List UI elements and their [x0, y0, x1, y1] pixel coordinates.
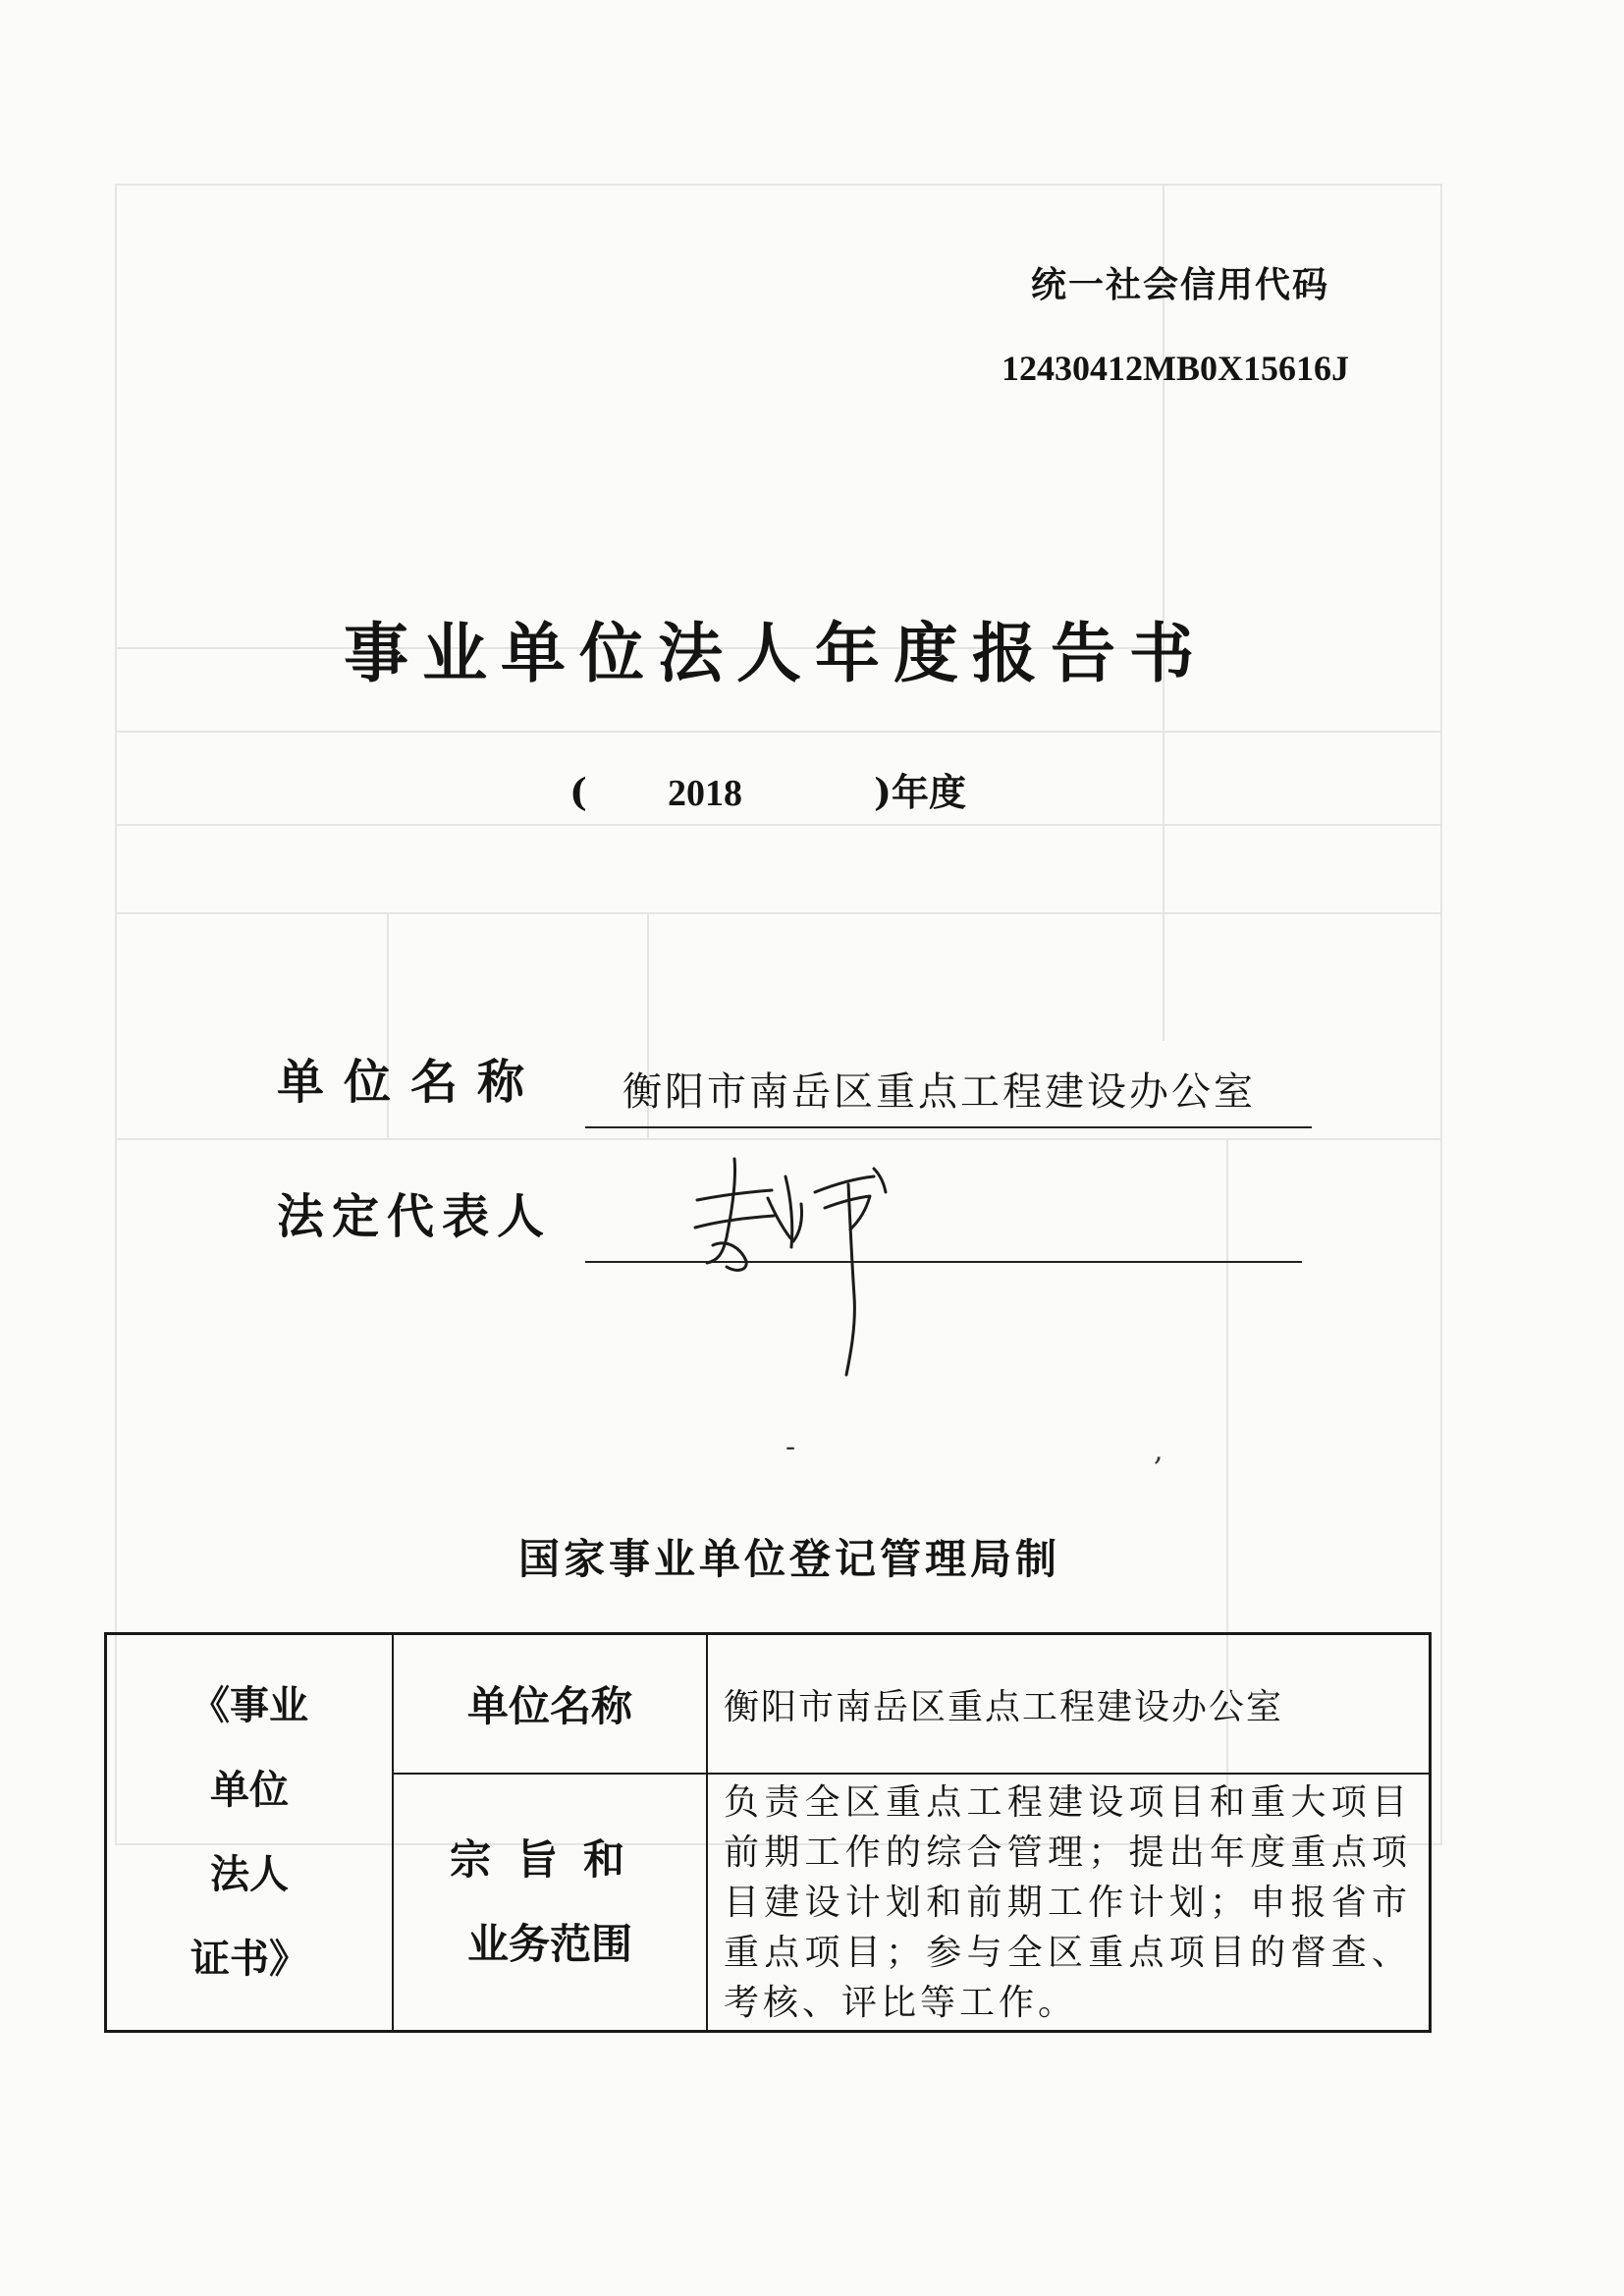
page-title: 事业单位法人年度报告书 [344, 616, 1208, 691]
certificate-header-line: 单位 [210, 1767, 289, 1813]
stray-mark-dash: - [785, 1430, 796, 1464]
purpose-label-line: 宗旨和 [449, 1835, 650, 1884]
year-open-paren: ( [569, 770, 587, 814]
certificate-header-cell [106, 1634, 394, 2032]
legal-rep-label: 法定代表人 [277, 1189, 553, 1244]
issuing-bureau: 国家事业单位登记管理局制 [518, 1535, 1061, 1583]
year-suffix: )年度 [874, 770, 966, 814]
certificate-info-table [104, 1632, 1432, 2033]
legal-rep-signature [677, 1139, 933, 1385]
report-year-line [569, 762, 966, 816]
stray-mark-comma: , [1154, 1434, 1164, 1468]
certificate-header-line: 证书》 [190, 1936, 308, 1982]
row-value-purpose-scope: 负责全区重点工程建设项目和重大项目前期工作的综合管理；提出年度重点项目建设计划和前期工作计划；申报省市重点项目；参与全区重点项目的督查、考核、评比等工作。 [707, 1774, 1431, 2032]
unit-name-underline [585, 1126, 1312, 1128]
credit-code-value: 12430412MB0X15616J [1001, 349, 1349, 388]
row-label-purpose-scope [393, 1774, 707, 2032]
row-value-unit-name: 衡阳市南岳区重点工程建设办公室 [707, 1634, 1431, 1775]
purpose-label-line: 业务范围 [466, 1920, 632, 1968]
credit-code-label: 统一社会信用代码 [1031, 264, 1330, 305]
report-year: 2018 [668, 773, 742, 814]
table-row [106, 1634, 1431, 1775]
certificate-header-line: 法人 [210, 1851, 289, 1897]
unit-name-value: 衡阳市南岳区重点工程建设办公室 [623, 1069, 1256, 1115]
certificate-header-line: 《事业 [190, 1682, 308, 1728]
row-label-unit-name: 单位名称 [393, 1634, 707, 1775]
unit-name-label: 单位名称 [277, 1055, 545, 1110]
